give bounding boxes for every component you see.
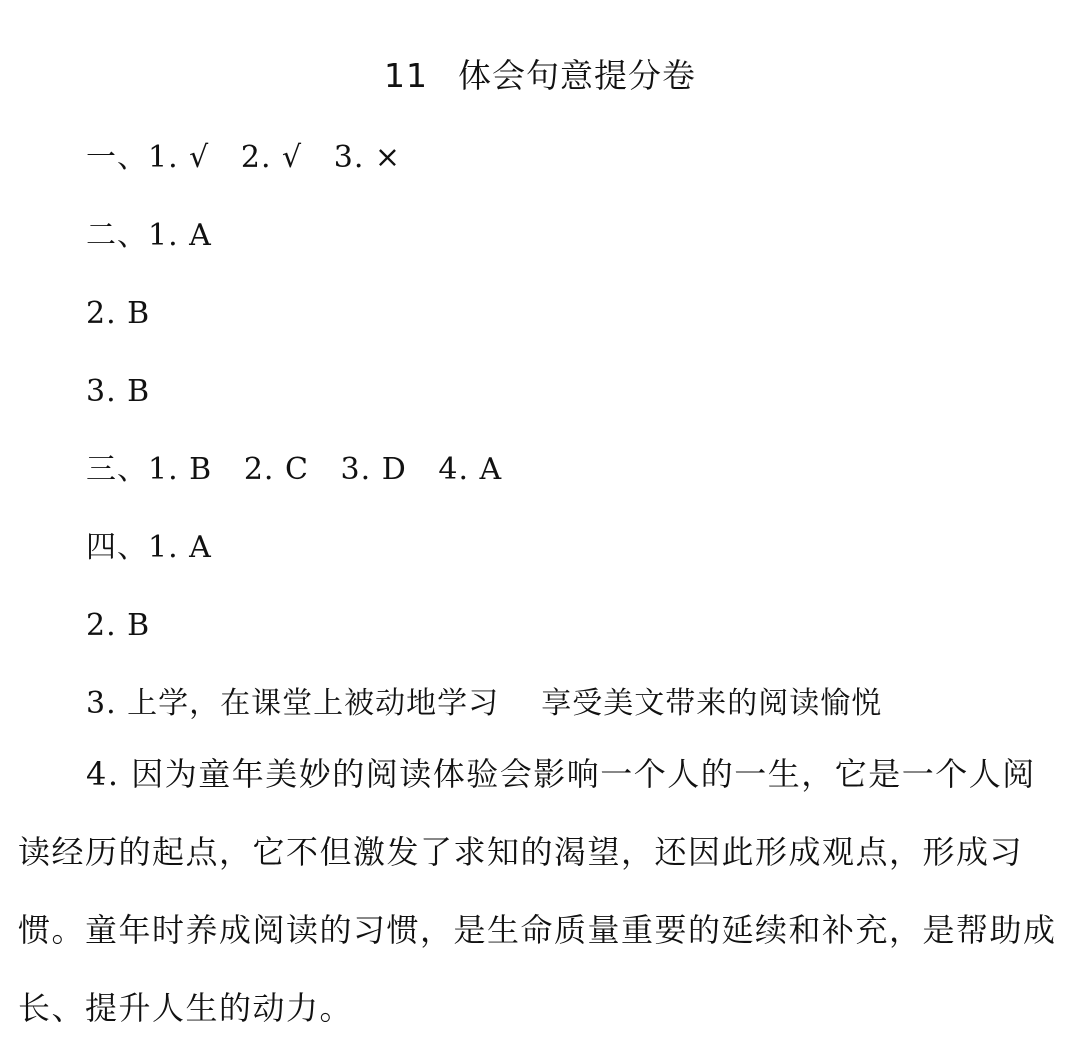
- answer-line-4: 3. B: [86, 374, 151, 409]
- answer-line-1: 一、1. √ 2. √ 3. ×: [86, 140, 402, 175]
- title-number: 11: [384, 56, 428, 95]
- answer-line-8: 3. 上学，在课堂上被动地学习 享受美文带来的阅读愉悦: [86, 686, 883, 721]
- answer-paragraph: [18, 735, 1062, 1047]
- page-title: [0, 52, 1080, 100]
- title-text: 体会句意提分卷: [458, 56, 696, 95]
- answer-line-5: 三、1. B 2. C 3. D 4. A: [86, 452, 503, 487]
- answer-paragraph-text: 4. 因为童年美妙的阅读体验会影响一个人的一生，它是一个人阅读经历的起点，它不但激发了求知的渴望，还因此形成观点，形成习惯。童年时养成阅读的习惯，是生命质量重要的延续和补充，是帮助成长、提升人生的动力。: [18, 755, 1057, 1027]
- answer-line-2: 二、1. A: [86, 218, 212, 253]
- answer-line-3: 2. B: [86, 296, 151, 331]
- answer-line-7: 2. B: [86, 608, 151, 643]
- answer-line-6: 四、1. A: [86, 530, 212, 565]
